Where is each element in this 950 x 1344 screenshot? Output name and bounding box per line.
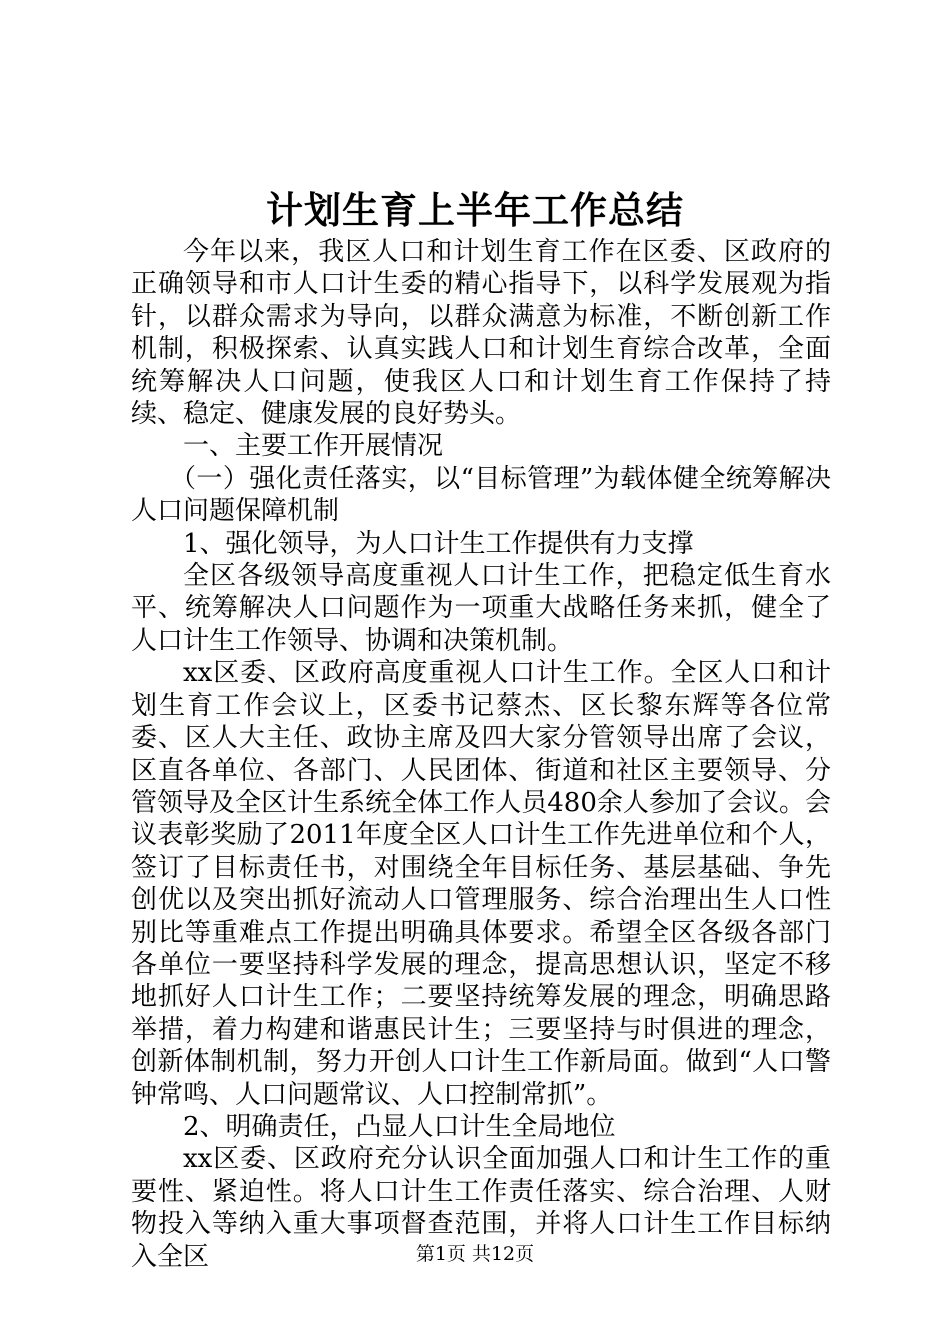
paragraph-intro: 今年以来，我区人口和计划生育工作在区委、区政府的正确领导和市人口计生委的精心指导下，以科学发展观为指针，以群众需求为导向，以群众满意为标准，不断创新工作机制，积极探索、认真实践人口和计划生育综合改革，全面统筹解决人口问题，使我区人口和计划生育工作保持了持续、稳定、健康发展的良好势头。 — [131, 237, 831, 430]
item-heading-responsibility: 2、明确责任，凸显人口计生全局地位 — [183, 1111, 616, 1142]
subsection-heading-responsibility: （一）强化责任落实，以“目标管理”为载体健全统筹解决人口问题保障机制 — [131, 463, 831, 527]
section-heading-main-work: 一、主要工作开展情况 — [183, 431, 444, 462]
page-footer: 第1页 共12页 — [415, 1243, 535, 1265]
item-heading-leadership: 1、强化领导，为人口计生工作提供有力支撑 — [183, 528, 694, 559]
document-body — [131, 236, 831, 1273]
paragraph-responsibility: xx区委、区政府充分认识全面加强人口和计生工作的重要性、紧迫性。将人口计生工作责任落实、综合治理、人财物投入等纳入重大事项督查范围，并将人口计生工作目标纳入全区 — [131, 1144, 831, 1272]
paragraph-leadership: 全区各级领导高度重视人口计生工作，把稳定低生育水平、统筹解决人口问题作为一项重大战略任务来抓，健全了人口计生工作领导、协调和决策机制。 — [131, 561, 831, 656]
document-title: 计划生育上半年工作总结 — [266, 188, 684, 232]
paragraph-meeting: xx区委、区政府高度重视人口计生工作。全区人口和计划生育工作会议上，区委书记蔡杰、区长黎东辉等各位常委、区人大主任、政协主席及四大家分管领导出席了会议，区直各单位、各部门、人民团体、街道和社区主要领导、分管领导及全区计生系统全体工作人员480余人参加了会议。会议表彰奖励了2011年度全区人口计生工作先进单位和个人，签订了目标责任书，对围绕全年目标任务、基层基础、争先创优以及突出抓好流动人口管理服务、综合治理出生人口性别比等重难点工作提出明确具体要求。希望全区各级各部门各单位一要坚持科学发展的理念，提高思想认识，坚定不移地抓好人口计生工作；二要坚持统筹发展的理念，明确思路举措，着力构建和谐惠民计生；三要坚持与时俱进的理念，创新体制机制，努力开创人口计生工作新局面。做到“人口警钟常鸣、人口问题常议、人口控制常抓”。 — [131, 658, 831, 1110]
